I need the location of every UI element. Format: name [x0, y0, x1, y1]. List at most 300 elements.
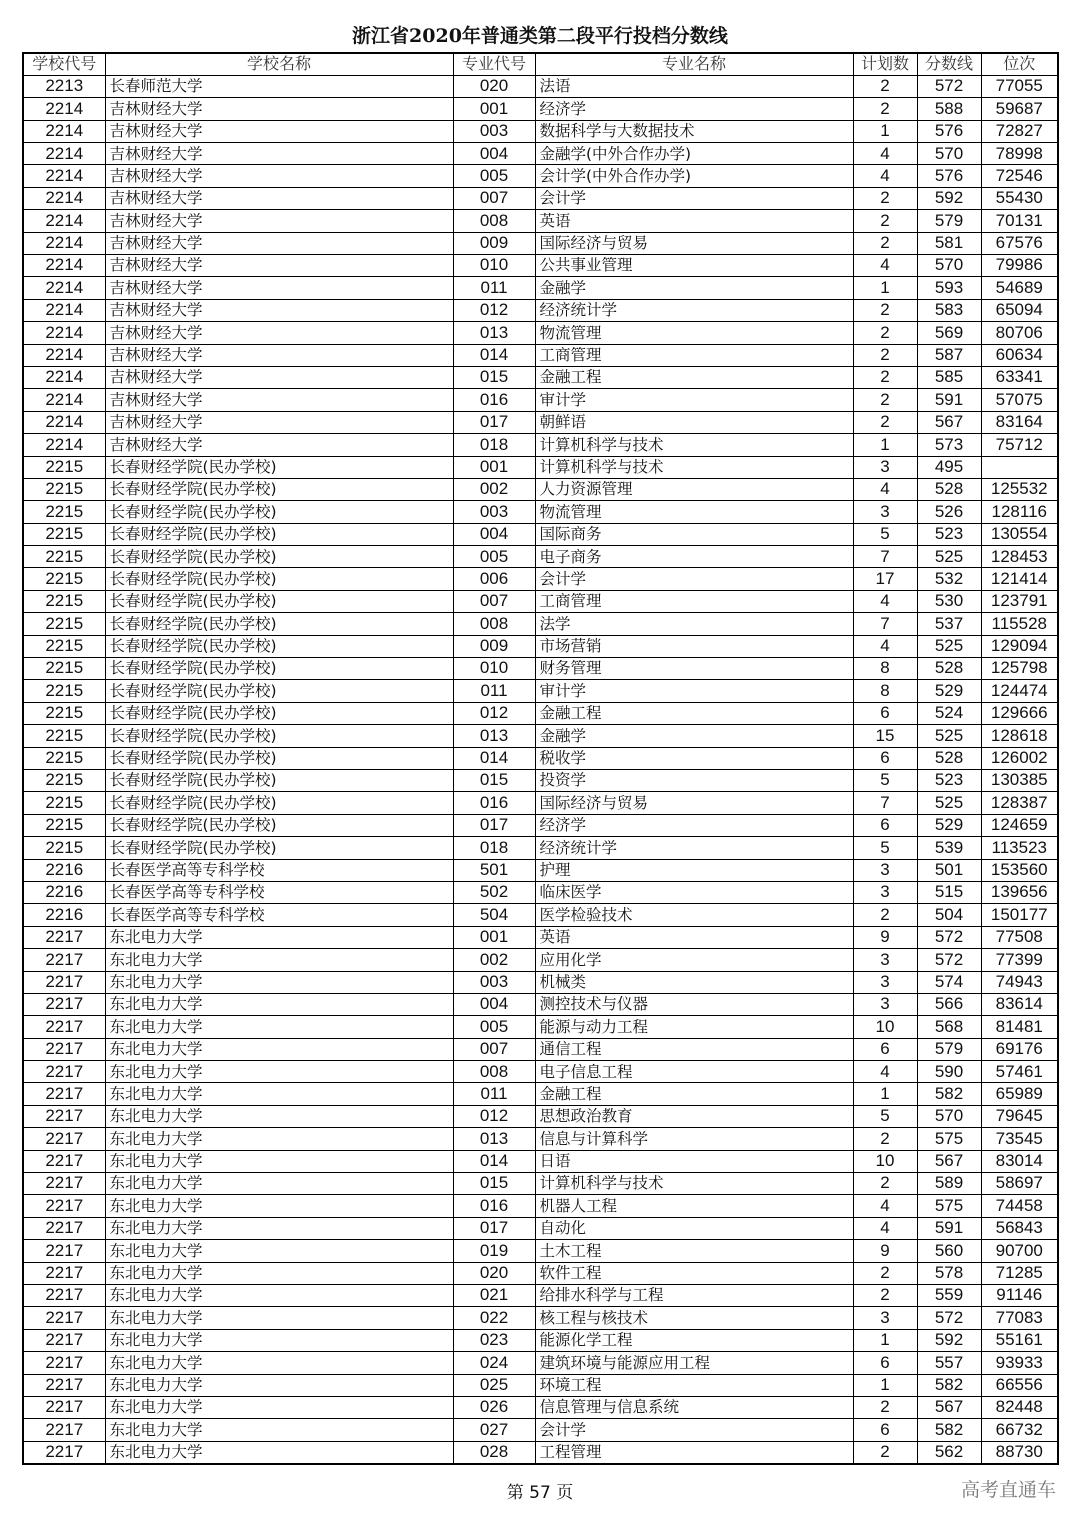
school-code: 2214: [45, 345, 84, 365]
school-name: 吉林财经大学: [109, 278, 203, 297]
plan-count-cell: [853, 859, 917, 881]
score: 592: [934, 188, 964, 208]
school-code: 2214: [45, 188, 84, 208]
major-code: 010: [479, 255, 509, 275]
score-cell: [917, 680, 981, 702]
plan-count-cell: [853, 187, 917, 209]
major-code: 504: [479, 904, 509, 924]
school-code: 2215: [45, 815, 84, 835]
plan-count: 1: [880, 121, 890, 141]
score-cell: [917, 255, 981, 277]
major-code-cell: [453, 277, 535, 299]
rank-cell: [981, 1038, 1058, 1060]
score-cell: [917, 1217, 981, 1239]
plan-count-cell: [853, 568, 917, 590]
table-row: [23, 255, 1058, 277]
rank-cell: [981, 546, 1058, 568]
school-name: 东北电力大学: [109, 1398, 203, 1417]
major-code: 011: [480, 1083, 508, 1103]
table-row: [23, 635, 1058, 657]
school-code-cell: [23, 478, 105, 500]
major-code: 025: [479, 1374, 509, 1394]
plan-count-cell: [853, 1240, 917, 1262]
score: 591: [934, 1218, 964, 1238]
school-code-cell: [23, 187, 105, 209]
major-code-cell: [453, 523, 535, 545]
school-code-cell: [23, 926, 105, 948]
score: 578: [934, 1263, 964, 1283]
school-name: 吉林财经大学: [109, 122, 203, 141]
plan-count: 2: [880, 367, 890, 387]
plan-count-cell: [853, 344, 917, 366]
school-name: 长春财经学院(民办学校): [109, 838, 277, 857]
school-name: 吉林财经大学: [109, 346, 203, 365]
major-code: 003: [479, 971, 509, 991]
major-code-cell: [453, 881, 535, 903]
score-cell: [917, 1083, 981, 1105]
school-name: 长春财经学院(民办学校): [109, 704, 277, 723]
major-name: 经济学: [539, 99, 587, 118]
score-cell: [917, 993, 981, 1015]
major-code: 013: [479, 1128, 509, 1148]
school-name-cell: [105, 1352, 453, 1374]
plan-count: 3: [880, 949, 890, 969]
major-code-cell: [453, 1217, 535, 1239]
rank-cell: [981, 770, 1058, 792]
table-row: [23, 210, 1058, 232]
score: 587: [934, 345, 964, 365]
table-row: [23, 1441, 1058, 1463]
rank-cell: [981, 1396, 1058, 1418]
school-code-cell: [23, 702, 105, 724]
major-code-cell: [453, 971, 535, 993]
school-name: 东北电力大学: [109, 1040, 203, 1059]
major-code: 010: [479, 658, 509, 678]
major-name-cell: [535, 635, 853, 657]
school-name-cell: [105, 1016, 453, 1038]
rank: 54689: [995, 277, 1043, 297]
major-code-cell: [453, 680, 535, 702]
major-code-cell: [453, 725, 535, 747]
header-rank: 位次: [1003, 54, 1036, 74]
school-name-cell: [105, 344, 453, 366]
rank: 128116: [991, 501, 1047, 521]
table-row: [23, 1173, 1058, 1195]
school-name: 东北电力大学: [109, 1241, 203, 1260]
school-code-cell: [23, 389, 105, 411]
plan-count: 9: [880, 1240, 890, 1260]
score: 579: [934, 210, 964, 230]
major-code: 014: [479, 345, 509, 365]
table-row: [23, 680, 1058, 702]
score: 515: [934, 882, 964, 902]
rank-cell: [981, 389, 1058, 411]
major-name: 计算机科学与技术: [539, 1174, 664, 1193]
rank-cell: [981, 523, 1058, 545]
school-code-cell: [23, 837, 105, 859]
table-row: [23, 814, 1058, 836]
score: 570: [934, 143, 964, 163]
rank-cell: [981, 1195, 1058, 1217]
score: 589: [934, 1173, 964, 1193]
school-code-cell: [23, 255, 105, 277]
rank: 150177: [990, 904, 1048, 924]
score: 567: [934, 412, 964, 432]
plan-count-cell: [853, 165, 917, 187]
page-title: 浙江省2020年普通类第二段平行投档分数线: [352, 25, 728, 47]
major-code-cell: [453, 366, 535, 388]
rank-cell: [981, 1150, 1058, 1172]
major-code: 017: [479, 1218, 509, 1238]
major-name: 金融学(中外合作办学): [539, 144, 692, 163]
rank: 93933: [995, 1352, 1043, 1372]
major-code-cell: [453, 568, 535, 590]
major-code: 014: [479, 1151, 509, 1171]
score-cell: [917, 949, 981, 971]
score-cell: [917, 120, 981, 142]
school-code-cell: [23, 165, 105, 187]
plan-count: 10: [875, 1016, 895, 1036]
plan-count-cell: [853, 232, 917, 254]
plan-count: 1: [880, 1374, 890, 1394]
school-code-cell: [23, 904, 105, 926]
score-cell: [917, 478, 981, 500]
major-code: 016: [479, 389, 509, 409]
table-row: [23, 971, 1058, 993]
major-name: 审计学: [539, 390, 587, 409]
major-code: 006: [479, 568, 509, 588]
plan-count-cell: [853, 949, 917, 971]
header-school-code: 学校代号: [32, 54, 97, 74]
plan-count-cell: [853, 411, 917, 433]
rank: 57461: [995, 1061, 1043, 1081]
major-name-cell: [535, 98, 853, 120]
school-code-cell: [23, 299, 105, 321]
header-major-name: 专业名称: [661, 54, 726, 74]
major-code: 022: [479, 1307, 509, 1327]
score: 572: [934, 949, 964, 969]
rank: 83164: [995, 412, 1043, 432]
school-code-cell: [23, 1329, 105, 1351]
rank-cell: [981, 725, 1058, 747]
plan-count-cell: [853, 1329, 917, 1351]
school-code-cell: [23, 881, 105, 903]
score-cell: [917, 926, 981, 948]
school-code: 2217: [45, 1039, 84, 1059]
school-name: 长春师范大学: [109, 77, 203, 96]
rank: 125798: [990, 658, 1048, 678]
header-rank-cell: [981, 53, 1058, 75]
school-code: 2217: [45, 1419, 84, 1439]
major-code-cell: [453, 1083, 535, 1105]
score-cell: [917, 658, 981, 680]
major-code: 027: [479, 1419, 509, 1439]
rank-cell: [981, 1061, 1058, 1083]
major-name-cell: [535, 837, 853, 859]
score: 528: [934, 748, 964, 768]
score: 559: [934, 1285, 964, 1305]
major-code: 001: [479, 456, 509, 476]
major-code: 018: [479, 837, 509, 857]
major-code: 011: [480, 680, 508, 700]
score-cell: [917, 859, 981, 881]
score: 573: [934, 434, 964, 454]
school-code-cell: [23, 523, 105, 545]
school-name: 长春财经学院(民办学校): [109, 816, 277, 835]
major-name: 税收学: [539, 749, 587, 768]
rank: 78998: [995, 143, 1043, 163]
rank-cell: [981, 1128, 1058, 1150]
score-cell: [917, 1038, 981, 1060]
school-code: 2214: [45, 434, 84, 454]
major-name-cell: [535, 1061, 853, 1083]
rank-cell: [981, 366, 1058, 388]
plan-count-cell: [853, 658, 917, 680]
table-row: [23, 98, 1058, 120]
school-name-cell: [105, 120, 453, 142]
major-name: 医学检验技术: [539, 905, 633, 924]
school-name: 东北电力大学: [109, 1420, 203, 1439]
major-code-cell: [453, 165, 535, 187]
major-name-cell: [535, 658, 853, 680]
rank: 73545: [995, 1128, 1043, 1148]
plan-count-cell: [853, 1284, 917, 1306]
major-name-cell: [535, 568, 853, 590]
rank-cell: [981, 456, 1058, 478]
plan-count: 7: [880, 613, 890, 633]
school-name: 东北电力大学: [109, 1129, 203, 1148]
school-code: 2215: [45, 748, 84, 768]
plan-count: 3: [880, 501, 890, 521]
major-name-cell: [535, 255, 853, 277]
major-code-cell: [453, 837, 535, 859]
school-name: 长春医学高等专科学校: [109, 883, 265, 902]
plan-count: 5: [880, 1106, 890, 1126]
major-name: 人力资源管理: [539, 480, 633, 499]
rank-cell: [981, 1105, 1058, 1127]
plan-count-cell: [853, 1083, 917, 1105]
score-cell: [917, 1061, 981, 1083]
table-row: [23, 1038, 1058, 1060]
major-name-cell: [535, 770, 853, 792]
major-name: 土木工程: [539, 1241, 602, 1260]
rank: 69176: [995, 1039, 1043, 1059]
major-code: 013: [479, 725, 509, 745]
rank: 83014: [995, 1151, 1043, 1171]
school-name-cell: [105, 859, 453, 881]
major-code: 020: [479, 76, 509, 96]
plan-count: 8: [880, 658, 890, 678]
school-name-cell: [105, 1217, 453, 1239]
score: 504: [934, 904, 964, 924]
major-name: 电子信息工程: [539, 1062, 633, 1081]
major-name-cell: [535, 411, 853, 433]
rank: 91146: [996, 1285, 1043, 1305]
major-code: 002: [479, 949, 509, 969]
score-cell: [917, 814, 981, 836]
major-code-cell: [453, 859, 535, 881]
school-name-cell: [105, 277, 453, 299]
header-score-cell: [917, 53, 981, 75]
school-name: 东北电力大学: [109, 1331, 203, 1350]
major-name-cell: [535, 1441, 853, 1463]
plan-count: 6: [880, 703, 890, 723]
school-name: 吉林财经大学: [109, 99, 203, 118]
rank-cell: [981, 702, 1058, 724]
plan-count-cell: [853, 1262, 917, 1284]
header-school-name: 学校名称: [246, 54, 311, 74]
major-name: 英语: [539, 211, 571, 230]
school-name: 东北电力大学: [109, 972, 203, 991]
major-code-cell: [453, 613, 535, 635]
school-name-cell: [105, 1419, 453, 1441]
score-cell: [917, 210, 981, 232]
score-cell: [917, 1262, 981, 1284]
school-code: 2217: [45, 1240, 84, 1260]
table-row: [23, 1374, 1058, 1396]
school-code-cell: [23, 1083, 105, 1105]
major-name: 工商管理: [539, 346, 602, 365]
plan-count: 2: [880, 1397, 890, 1417]
major-name-cell: [535, 1128, 853, 1150]
score-table: [22, 52, 1059, 1465]
school-name-cell: [105, 1307, 453, 1329]
rank: 126002: [990, 748, 1048, 768]
school-name: 东北电力大学: [109, 1264, 203, 1283]
rank: 113523: [991, 837, 1047, 857]
major-code-cell: [453, 1195, 535, 1217]
score: 537: [934, 613, 964, 633]
school-code: 2217: [45, 1307, 84, 1327]
major-name-cell: [535, 1195, 853, 1217]
major-name-cell: [535, 1284, 853, 1306]
school-name-cell: [105, 143, 453, 165]
school-name: 东北电力大学: [109, 1442, 203, 1461]
table-row: [23, 1262, 1058, 1284]
school-code-cell: [23, 456, 105, 478]
rank: 75712: [995, 434, 1043, 454]
school-code: 2217: [45, 1061, 84, 1081]
major-name-cell: [535, 613, 853, 635]
major-name: 工程管理: [539, 1442, 602, 1461]
school-code-cell: [23, 1150, 105, 1172]
major-code: 501: [479, 860, 509, 879]
major-name-cell: [535, 725, 853, 747]
major-code: 502: [479, 882, 509, 902]
major-name-cell: [535, 366, 853, 388]
rank-cell: [981, 434, 1058, 456]
school-name: 长春财经学院(民办学校): [109, 614, 277, 633]
table-row: [23, 232, 1058, 254]
score: 567: [934, 1151, 964, 1171]
plan-count-cell: [853, 1173, 917, 1195]
table-row: [23, 725, 1058, 747]
plan-count-cell: [853, 926, 917, 948]
major-code: 015: [479, 1173, 509, 1193]
school-code: 2214: [45, 322, 84, 342]
school-code-cell: [23, 1105, 105, 1127]
major-code-cell: [453, 993, 535, 1015]
score-cell: [917, 299, 981, 321]
score: 530: [934, 591, 964, 611]
school-name-cell: [105, 456, 453, 478]
table-row: [23, 1150, 1058, 1172]
major-code-cell: [453, 1128, 535, 1150]
major-name-cell: [535, 1374, 853, 1396]
major-code-cell: [453, 389, 535, 411]
major-code: 015: [479, 770, 509, 790]
table-row: [23, 926, 1058, 948]
school-code: 2217: [45, 1173, 84, 1193]
plan-count: 5: [880, 770, 890, 790]
score: 526: [934, 501, 964, 521]
score-cell: [917, 1329, 981, 1351]
major-name: 自动化: [539, 1219, 587, 1238]
plan-count-cell: [853, 75, 917, 97]
score-cell: [917, 546, 981, 568]
plan-count: 2: [880, 233, 890, 253]
major-name-cell: [535, 120, 853, 142]
school-code: 2215: [45, 613, 84, 633]
rank-cell: [981, 1374, 1058, 1396]
school-name-cell: [105, 1105, 453, 1127]
plan-count-cell: [853, 1441, 917, 1463]
header-plan-count: 计划数: [860, 54, 909, 74]
major-code-cell: [453, 702, 535, 724]
plan-count-cell: [853, 322, 917, 344]
school-code: 2216: [45, 904, 84, 924]
major-code: 008: [479, 210, 509, 230]
score-cell: [917, 1307, 981, 1329]
school-code: 2217: [45, 1285, 84, 1305]
rank: 59687: [995, 98, 1043, 118]
rank: 77399: [995, 949, 1043, 969]
table-row: [23, 120, 1058, 142]
plan-count-cell: [853, 389, 917, 411]
school-code-cell: [23, 411, 105, 433]
score: 572: [934, 927, 964, 947]
major-name-cell: [535, 277, 853, 299]
school-code: 2214: [45, 412, 84, 432]
score-cell: [917, 523, 981, 545]
rank: 128453: [990, 546, 1048, 566]
major-name-cell: [535, 344, 853, 366]
rank-cell: [981, 1083, 1058, 1105]
table-row: [23, 1217, 1058, 1239]
school-name: 东北电力大学: [109, 1375, 203, 1394]
score-cell: [917, 165, 981, 187]
school-name-cell: [105, 1441, 453, 1463]
major-code-cell: [453, 232, 535, 254]
major-name: 建筑环境与能源应用工程: [539, 1353, 711, 1372]
school-name: 长春财经学院(民办学校): [109, 793, 277, 812]
score: 529: [934, 680, 964, 700]
score: 570: [934, 255, 964, 275]
plan-count: 10: [875, 1151, 895, 1171]
school-code: 2214: [45, 233, 84, 253]
rank-cell: [981, 949, 1058, 971]
score-cell: [917, 635, 981, 657]
school-code-cell: [23, 1038, 105, 1060]
plan-count: 2: [880, 98, 890, 118]
rank-cell: [981, 747, 1058, 769]
major-code-cell: [453, 187, 535, 209]
table-row: [23, 1307, 1058, 1329]
major-code: 005: [479, 1016, 509, 1036]
plan-count-cell: [853, 1128, 917, 1150]
school-code-cell: [23, 725, 105, 747]
score: 562: [934, 1441, 964, 1461]
